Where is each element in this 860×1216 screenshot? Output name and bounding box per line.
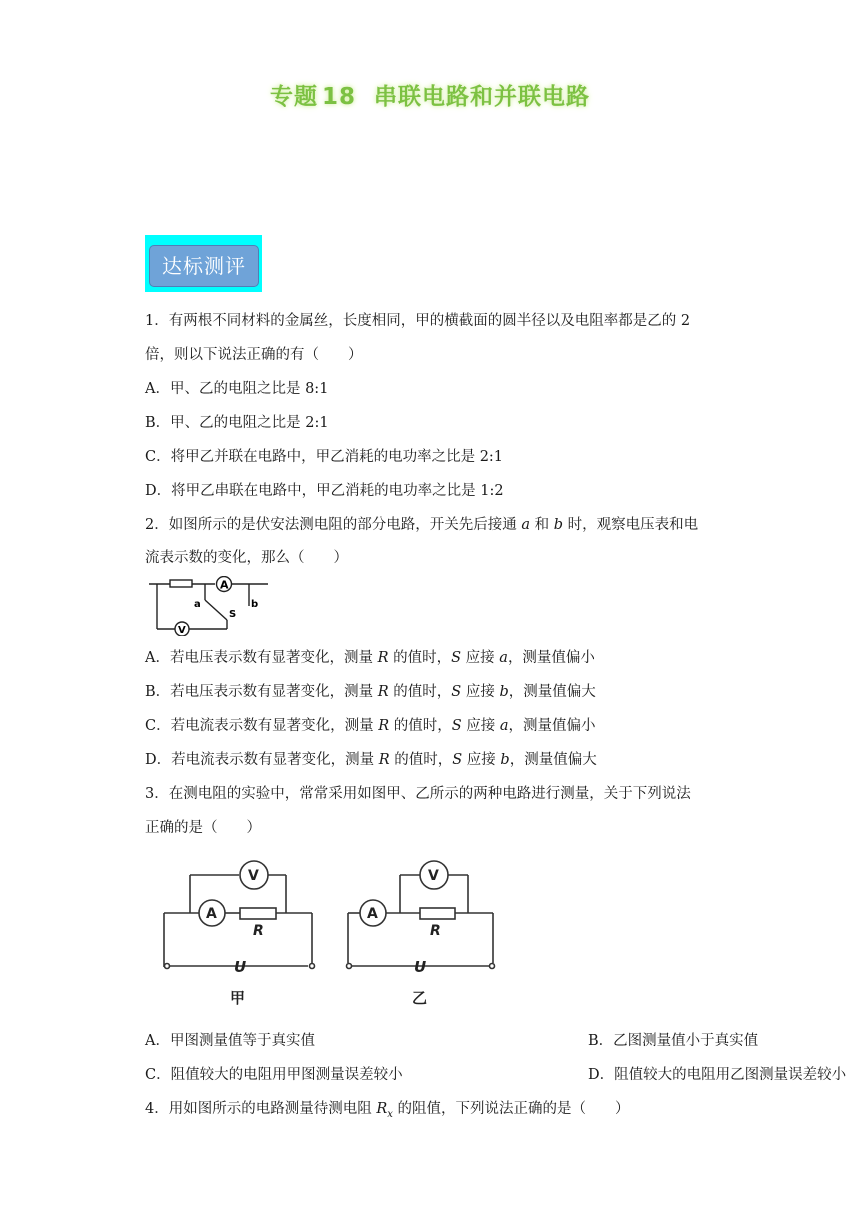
q2-opt-var-r: R	[378, 752, 390, 768]
q2-point-b-label: b	[251, 599, 259, 610]
q2-stem-line1	[145, 515, 698, 535]
q4-var-r-subscript: x	[387, 1108, 393, 1120]
q2-opt-text: 应接	[462, 752, 501, 768]
q3-right-ammeter-label: A	[367, 906, 378, 922]
q3-option-a: A．甲图测量值等于真实值	[145, 1033, 315, 1049]
q2-opt-var-s: S	[452, 752, 463, 768]
q2-stem-and: 和	[530, 517, 554, 533]
q2-opt-var-s: S	[451, 684, 462, 700]
q2-opt-text: D．若电流表示数有显著变化，测量	[145, 752, 379, 768]
q3-right-caption: 乙	[412, 989, 428, 1007]
q2-opt-text: 应接	[461, 684, 500, 700]
q2-opt-text: C．若电流表示数有显著变化，测量	[145, 718, 379, 734]
q2-opt-var-x: b	[500, 752, 510, 768]
q3-left-caption: 甲	[230, 989, 246, 1007]
q2-opt-text: 的值时，	[388, 650, 452, 666]
q3-left-ammeter-label: A	[206, 906, 217, 922]
q2-opt-var-r: R	[377, 684, 389, 700]
q2-circuit-figure	[145, 576, 275, 636]
q2-stem-text-end: 时，观察电压表和电	[563, 517, 699, 533]
q2-option-a	[145, 648, 595, 668]
q3-right-voltage-label: U	[414, 958, 427, 976]
title-prefix: 专题	[269, 84, 318, 110]
q2-opt-text: A．若电压表示数有显著变化，测量	[145, 650, 378, 666]
q3-options-row1	[145, 1031, 759, 1051]
q2-stem-text: 2．如图所示的是伏安法测电阻的部分电路，开关先后接通	[145, 517, 522, 533]
q2-opt-text: 的值时，	[389, 752, 453, 768]
q2-opt-text: 的值时，	[389, 718, 452, 734]
q2-opt-var-s: S	[451, 650, 462, 666]
q2-var-b: b	[553, 517, 564, 533]
q1-stem-line1: 1．有两根不同材料的金属丝，长度相同，甲的横截面的圆半径以及电阻率都是乙的 2	[145, 313, 691, 329]
q2-opt-var-s: S	[451, 718, 462, 734]
q2-opt-var-r: R	[377, 650, 389, 666]
q3-circuit-figure	[150, 845, 525, 1015]
q3-option-b: B．乙图测量值小于真实值	[588, 1033, 759, 1049]
q4-stem-text: 4．用如图所示的电路测量待测电阻	[145, 1101, 377, 1117]
page-title	[0, 78, 860, 111]
q2-point-a-label: a	[194, 599, 201, 610]
q3-options-row2	[145, 1065, 847, 1085]
q3-left-resistor-label: R	[253, 923, 264, 939]
q3-left-voltmeter-label: V	[248, 868, 259, 884]
q2-opt-text: ，测量值偏小	[507, 650, 595, 666]
section-badge-frame	[145, 235, 262, 292]
q3-option-c: C．阻值较大的电阻用甲图测量误差较小	[145, 1067, 403, 1083]
q2-var-a: a	[521, 517, 530, 533]
title-text: 串联电路和并联电路	[374, 84, 590, 110]
title-number: 18	[321, 84, 356, 110]
q2-option-c	[145, 716, 596, 736]
q4-var-r: R	[376, 1101, 388, 1117]
q2-opt-var-x: b	[499, 684, 509, 700]
q1-option-d: D．将甲乙串联在电路中，甲乙消耗的电功率之比是 1:2	[145, 483, 504, 499]
q3-stem-line1: 3．在测电阻的实验中，常常采用如图甲、乙所示的两种电路进行测量，关于下列说法	[145, 786, 691, 802]
q4-stem-text-end: 的阻值，下列说法正确的是（ ）	[392, 1101, 630, 1117]
q2-opt-text: 应接	[461, 718, 500, 734]
q2-switch-label: S	[229, 609, 237, 620]
q3-left-voltage-label: U	[234, 958, 247, 976]
q3-option-d: D．阻值较大的电阻用乙图测量误差较小	[588, 1067, 847, 1083]
q2-opt-text: ，测量值偏大	[508, 684, 596, 700]
q2-opt-var-x: a	[499, 718, 509, 734]
q3-right-voltmeter-label: V	[428, 868, 439, 884]
q2-opt-text: ，测量值偏大	[509, 752, 597, 768]
q2-opt-var-x: a	[499, 650, 508, 666]
q2-opt-text: 的值时，	[388, 684, 452, 700]
q1-option-c: C．将甲乙并联在电路中，甲乙消耗的电功率之比是 2:1	[145, 449, 504, 465]
q2-option-b	[145, 682, 596, 702]
q3-right-resistor-label: R	[430, 923, 441, 939]
q3-stem-line2: 正确的是（ ）	[145, 820, 261, 836]
section-badge: 达标测评	[149, 245, 259, 287]
q2-ammeter-label: A	[220, 578, 229, 592]
q2-voltmeter-label: V	[178, 625, 186, 636]
q2-opt-text: ，测量值偏小	[508, 718, 596, 734]
q4-stem	[145, 1099, 630, 1125]
q1-option-a: A．甲、乙的电阻之比是 8:1	[145, 381, 329, 397]
q1-option-b: B．甲、乙的电阻之比是 2:1	[145, 415, 329, 431]
q2-option-d	[145, 750, 597, 770]
q2-opt-text: B．若电压表示数有显著变化，测量	[145, 684, 378, 700]
q1-stem-line2: 倍，则以下说法正确的有（ ）	[145, 347, 363, 363]
q2-opt-text: 应接	[461, 650, 500, 666]
q2-stem-line2: 流表示数的变化，那么（ ）	[145, 550, 348, 566]
q2-opt-var-r: R	[378, 718, 390, 734]
